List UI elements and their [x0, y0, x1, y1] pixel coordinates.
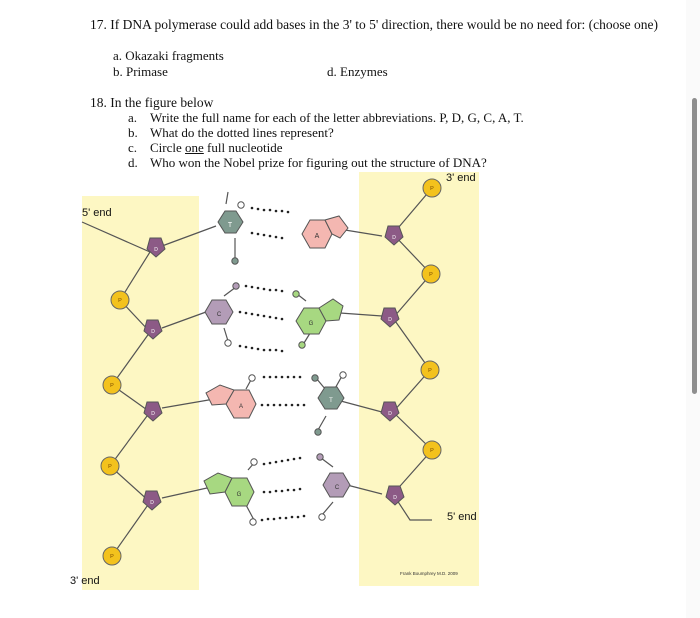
svg-text:P: P	[428, 368, 432, 374]
base-label-5: A	[238, 404, 244, 410]
base-label-6: T	[329, 398, 333, 404]
base-label-8: C	[334, 485, 340, 491]
svg-text:P: P	[110, 383, 114, 389]
q17-option-a: a. Okazaki fragments	[113, 48, 224, 63]
q18-c-pre: Circle	[150, 140, 186, 155]
label-left-3-end: 3' end	[70, 575, 100, 587]
q18-c-letter: c.	[128, 140, 138, 155]
svg-text:D: D	[151, 329, 155, 335]
hydrogen-bonds	[236, 207, 306, 522]
q18-b-text: What do the dotted lines represent?	[150, 125, 334, 140]
svg-text:P: P	[429, 272, 433, 278]
svg-text:D: D	[388, 317, 392, 323]
q17-option-d: d. Enzymes	[327, 64, 388, 79]
base-label-3: C	[216, 312, 222, 318]
q18-a-letter: a.	[128, 110, 138, 125]
q18-a-text: Write the full name for each of the letter abbreviations. P, D, G, C, A, T.	[150, 110, 524, 125]
svg-text:D: D	[388, 411, 392, 417]
svg-text:D: D	[150, 500, 154, 506]
q18-d-text: Who won the Nobel prize for figuring out the structure of DNA?	[150, 155, 487, 170]
q18-c-post: full nucleotide	[203, 140, 283, 155]
q18-b-letter: b.	[128, 125, 138, 140]
svg-text:P: P	[118, 298, 122, 304]
svg-text:D: D	[154, 247, 158, 253]
svg-text:P: P	[430, 448, 434, 454]
q17-option-b: b. Primase	[113, 64, 168, 79]
q18-d-letter: d.	[128, 155, 138, 170]
svg-text:D: D	[392, 235, 396, 241]
question-17-stem: 17. If DNA polymerase could add bases in the 3' to 5' direction, there would be no need for: (choose one)	[90, 17, 658, 32]
base-label-4: G	[308, 321, 314, 327]
base-label-2: A	[314, 233, 320, 240]
base-label-7: G	[236, 492, 242, 498]
question-18-stem: 18. In the figure below	[90, 95, 214, 110]
svg-text:P: P	[110, 554, 114, 560]
label-left-5-end: 5' end	[82, 207, 112, 219]
svg-text:D: D	[393, 495, 397, 501]
label-right-5-end: 5' end	[447, 511, 477, 523]
right-strand-band	[359, 172, 479, 586]
figure-credit: Frank Boumphrey M.D. 2009	[400, 571, 458, 576]
svg-text:P: P	[430, 186, 434, 192]
label-right-3-end: 3' end	[446, 172, 476, 184]
q18-c-underline: one	[185, 140, 204, 155]
svg-text:P: P	[108, 464, 112, 470]
base-label-1: T	[227, 222, 233, 229]
svg-text:D: D	[151, 411, 155, 417]
left-strand-band	[82, 196, 199, 590]
